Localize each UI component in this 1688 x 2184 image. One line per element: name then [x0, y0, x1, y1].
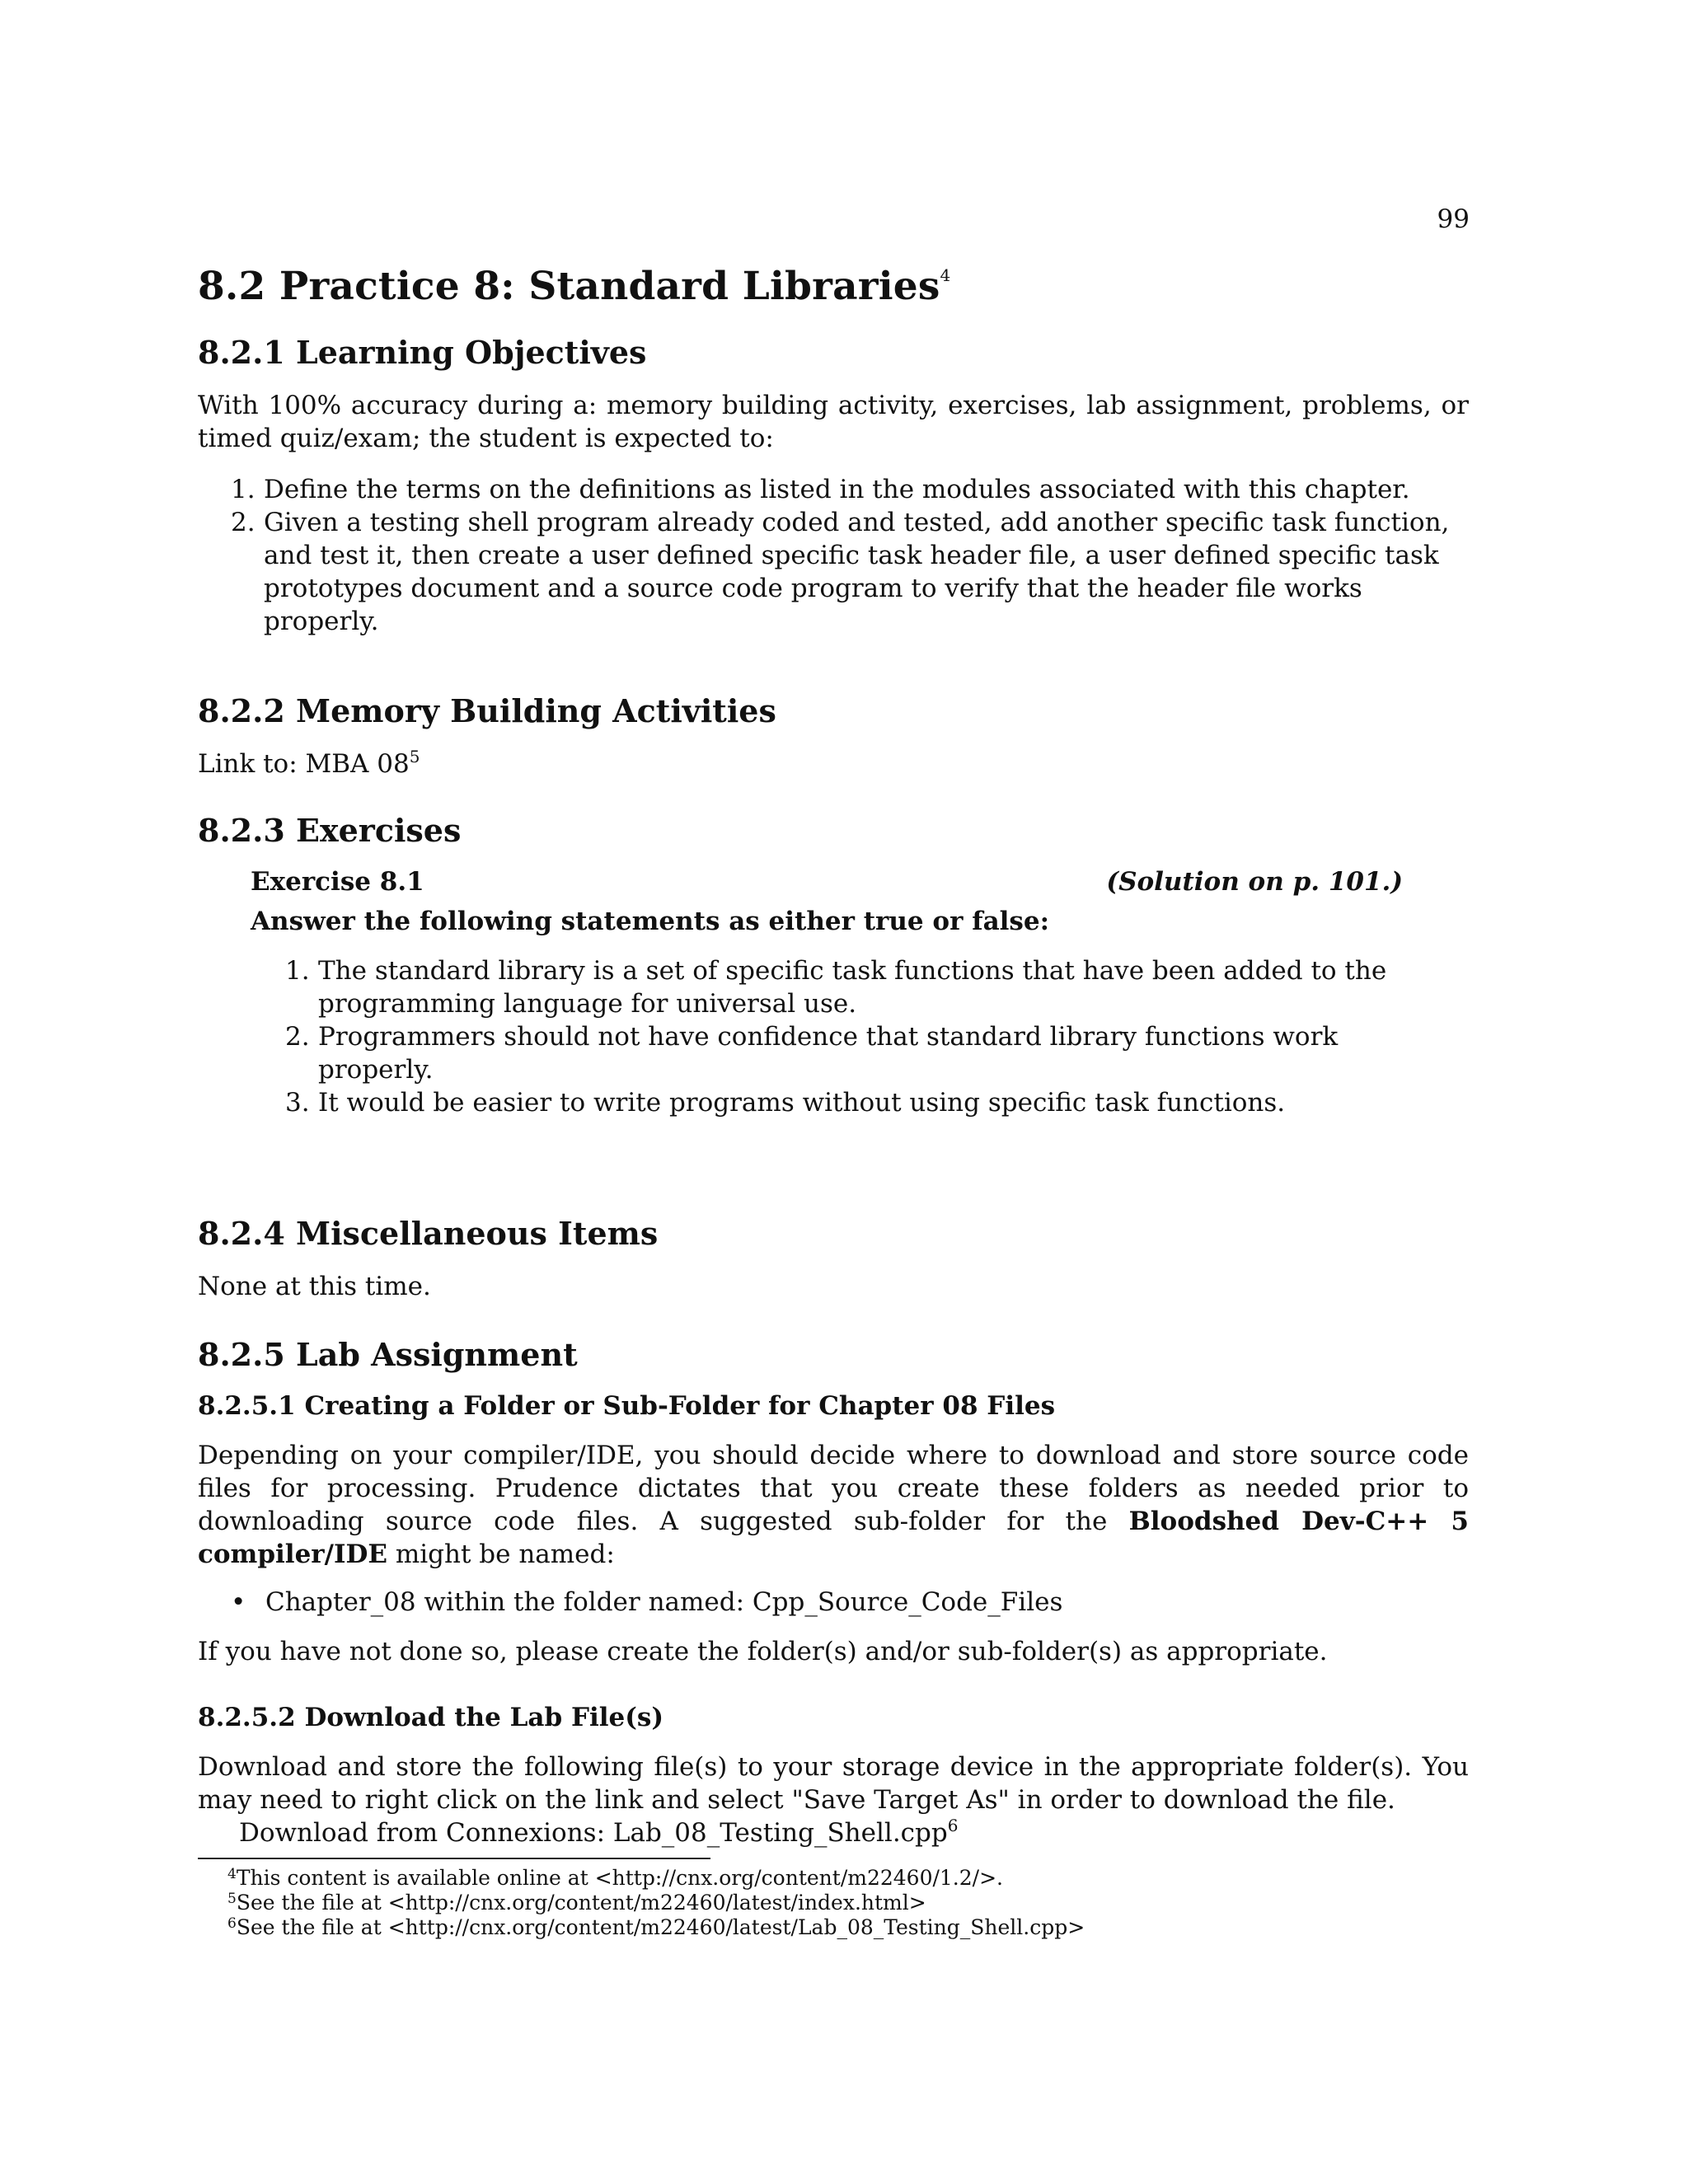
lab-sub1-paragraph — [198, 1439, 1469, 1571]
list-item — [251, 954, 1403, 1020]
folder-list — [198, 1586, 1469, 1619]
exercise-title: Exercise 8.1 — [251, 867, 424, 897]
list-number: 1. — [231, 475, 256, 504]
footnote-text: This content is available online at <http://cnx.org/content/m22460/1.2/>. — [236, 1866, 1003, 1890]
footnote-number: 5 — [227, 1891, 237, 1907]
footnote-text: See the file at <http://cnx.org/content/m22460/latest/index.html> — [236, 1891, 926, 1915]
footnote-divider — [198, 1858, 710, 1859]
lab-sub1-after: If you have not done so, please create the folder(s) and/or sub-folder(s) as appropriate. — [198, 1637, 1328, 1666]
lab-sub1-text-a: Depending on your compiler/IDE, you should decide where to download and store source code files for processing. Prudence dictates that you create these folders as needed prior to downloading source code files. A suggested sub-folder for the — [198, 1441, 1469, 1536]
list-text: Chapter_08 within the folder named: Cpp_Source_Code_Files — [265, 1587, 1063, 1617]
list-item — [198, 506, 1469, 638]
list-item — [198, 1586, 1469, 1619]
compiler-name: Bloodshed Dev-C++ 5 compiler/IDE — [198, 1507, 1469, 1569]
footnote-number: 6 — [227, 1915, 237, 1932]
footnote-text: See the file at <http://cnx.org/content/m22460/latest/Lab_08_Testing_Shell.cpp> — [236, 1915, 1085, 1939]
misc-text: None at this time. — [198, 1272, 431, 1301]
list-item — [251, 1086, 1403, 1119]
exercise-list — [251, 954, 1403, 1119]
footnote — [227, 1866, 1469, 1891]
footnote-number: 4 — [227, 1866, 237, 1882]
footnote-ref-6[interactable]: 6 — [947, 1816, 959, 1835]
objectives-heading: 8.2.1 Learning Objectives — [198, 334, 647, 371]
exercises-heading: 8.2.3 Exercises — [198, 812, 462, 849]
objectives-list — [198, 473, 1469, 638]
memory-heading: 8.2.2 Memory Building Activities — [198, 692, 776, 729]
list-text: Given a testing shell program already coded and tested, add another specific task function, and test it, then create a user defined specific task header file, a user defined specific task prototypes document and a source code program to verify that the header file works properly. — [264, 508, 1450, 636]
lab-sub1-text-b: might be named: — [387, 1540, 615, 1569]
section-title — [198, 264, 1469, 309]
list-number: 1. — [285, 956, 310, 986]
bullet-icon: • — [231, 1587, 246, 1617]
lab-sub2-paragraph: Download and store the following file(s) to your storage device in the appropriate folder(s). You may need to right click on the link and select "Save Target As" in order to download the file. — [198, 1752, 1469, 1815]
page-number: 99 — [1437, 204, 1470, 234]
download-line — [198, 1816, 1469, 1849]
footnote — [227, 1915, 1469, 1940]
list-text: It would be easier to write programs without using specific task functions. — [318, 1088, 1286, 1118]
exercise-instruction: Answer the following statements as either true or false: — [251, 907, 1050, 936]
list-number: 2. — [285, 1022, 310, 1052]
list-text: Programmers should not have confidence that standard library functions work properly. — [318, 1022, 1339, 1085]
footnote-ref-5[interactable]: 5 — [409, 747, 420, 766]
list-text: The standard library is a set of specific task functions that have been added to the programming language for universal use. — [318, 956, 1387, 1019]
section-title-text: 8.2 Practice 8: Standard Libraries — [198, 264, 940, 309]
solution-link[interactable]: (Solution on p. 101.) — [1106, 867, 1403, 897]
lab-heading: 8.2.5 Lab Assignment — [198, 1336, 578, 1373]
download-link[interactable]: Download from Connexions: Lab_08_Testing_Shell.cpp — [239, 1818, 948, 1848]
footnote-ref-4[interactable]: 4 — [940, 265, 951, 285]
mba-link[interactable]: Link to: MBA 08 — [198, 749, 410, 779]
list-item — [251, 1020, 1403, 1086]
memory-link — [198, 748, 1469, 780]
exercise-block — [251, 867, 1403, 1119]
list-item — [198, 473, 1469, 506]
footnotes — [198, 1866, 1469, 1940]
exercise-header — [251, 867, 1403, 897]
list-number: 3. — [285, 1088, 310, 1118]
page-content — [198, 264, 1469, 1940]
footnote — [227, 1891, 1469, 1915]
lab-sub2-heading: 8.2.5.2 Download the Lab File(s) — [198, 1703, 664, 1732]
lab-sub1-heading: 8.2.5.1 Creating a Folder or Sub-Folder for Chapter 08 Files — [198, 1391, 1056, 1421]
list-number: 2. — [231, 508, 256, 537]
list-text: Define the terms on the definitions as listed in the modules associated with this chapter. — [264, 475, 1410, 504]
misc-heading: 8.2.4 Miscellaneous Items — [198, 1215, 659, 1252]
objectives-intro: With 100% accuracy during a: memory building activity, exercises, lab assignment, problems, or timed quiz/exam; the student is expected to: — [198, 391, 1469, 453]
